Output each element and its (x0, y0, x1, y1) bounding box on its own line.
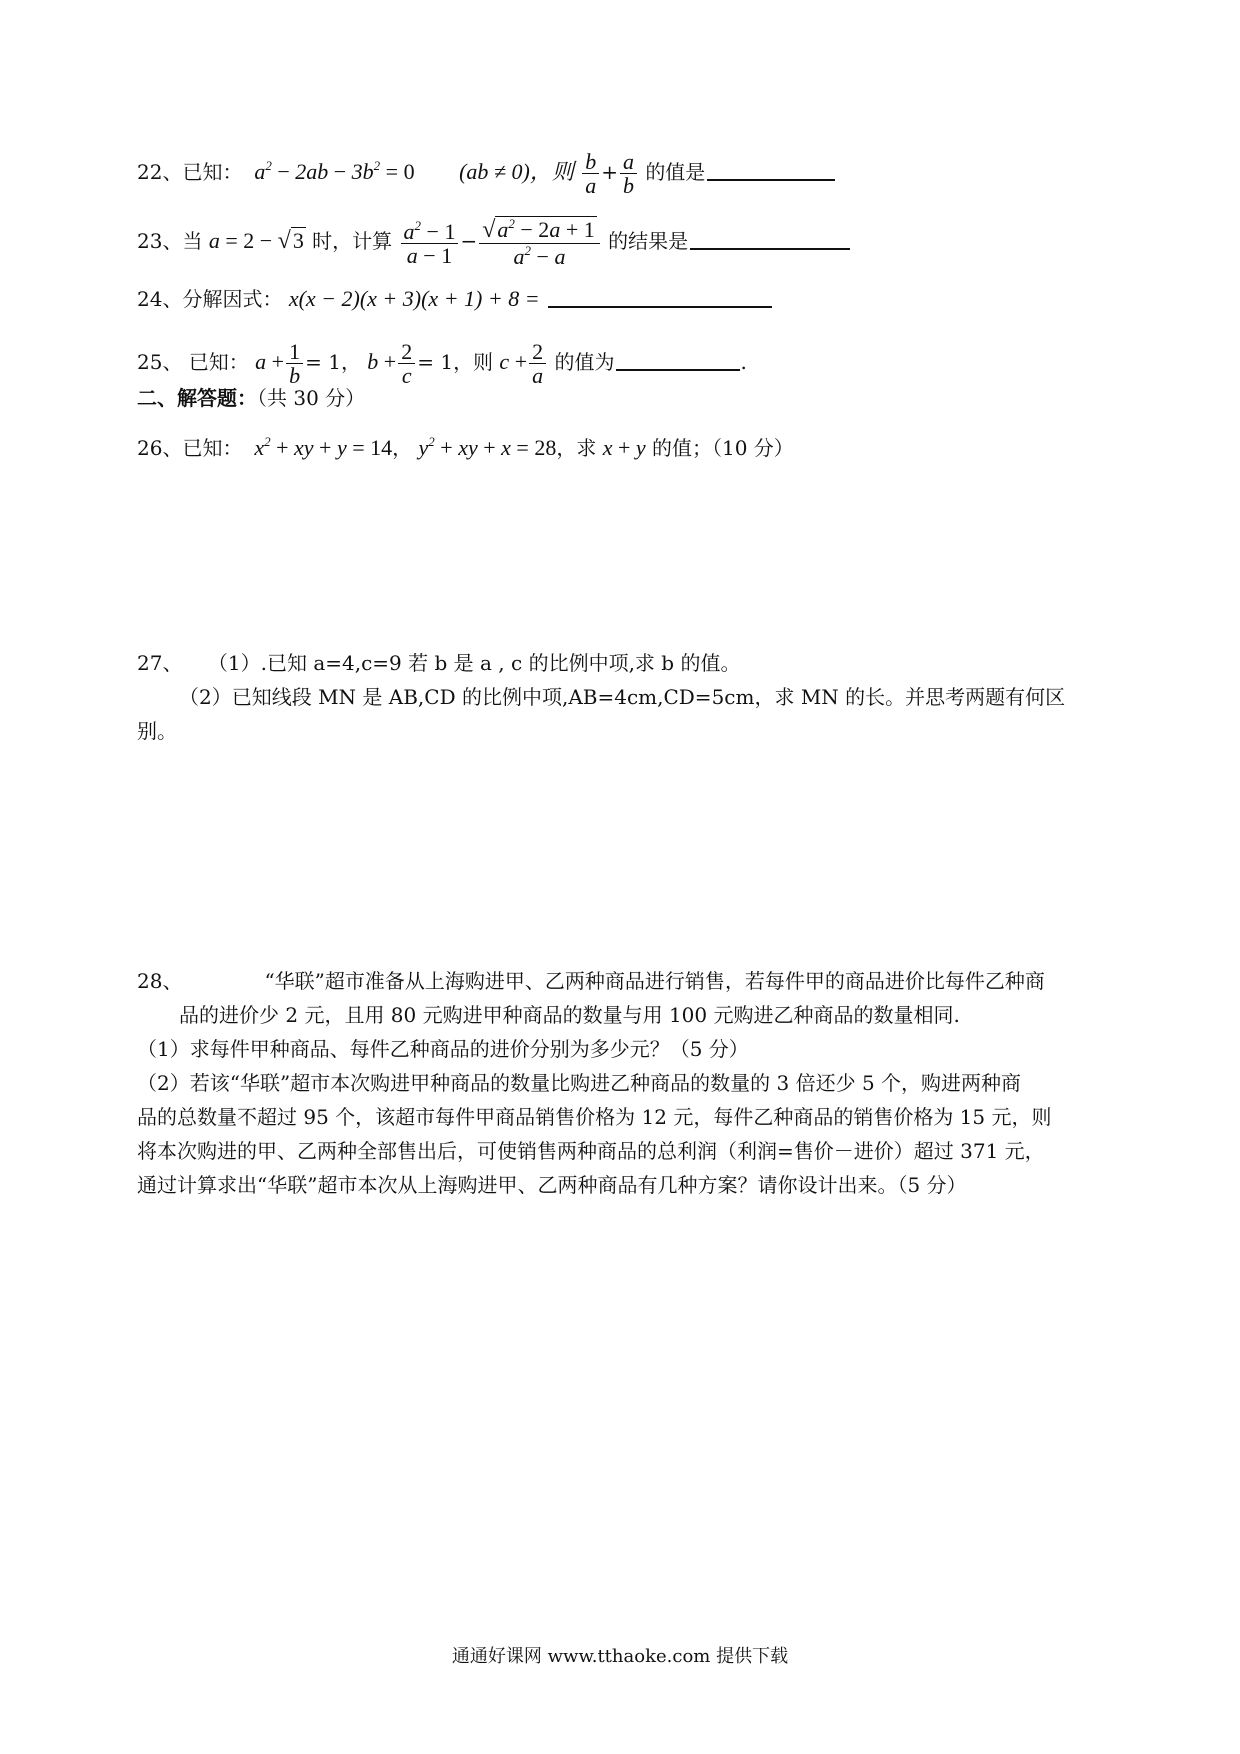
condition: (ab ≠ 0)，则 (459, 159, 574, 185)
section-heading: 二、解答题：（共 30 分） (137, 386, 366, 410)
question-26: 26、已知： $x^2$ + xy + y = 14， $y^2$ + xy + x = 28，求 x + y 的值；（10 分） (137, 434, 794, 460)
question-24: 24、分解因式： x(x − 2)(x + 3)(x + 1) + 8 = (137, 284, 772, 313)
expression: x(x − 2)(x + 3)(x + 1) + 8 = (288, 286, 540, 311)
fraction-a-over-b: $\frac{a}{b}$ (620, 150, 637, 197)
a-value: a = 2 − √3 (208, 228, 304, 255)
question-27: 27、 （1）.已知 a=4,c=9 若 b 是 a , c 的比例中项,求 b 的值。 （2）已知线段 MN 是 AB,CD 的比例中项,AB=4cm,CD=5cm，求 MN 的长。并思考两题有何区 别。 (137, 651, 1066, 743)
answer-blank-23[interactable] (690, 226, 850, 250)
equation-2: $y^2$ + xy + x = 28 (418, 434, 557, 460)
question-25: 25、 已知： a + $\frac{1}{b}$ = 1， b + $\frac{2}{c}$ = 1，则 c + $\frac{2}{a}$ 的值为 . (137, 339, 747, 389)
fraction-2: $\frac{√a^2 - 2a + 1}{a^2 - a}$ (479, 217, 600, 268)
fraction-1-over-b: $\frac{1}{b}$ (286, 340, 303, 387)
fraction-b-over-a: $\frac{b}{a}$ (582, 150, 599, 197)
answer-blank-25[interactable] (616, 347, 740, 371)
equation: $a^2 - 2ab - 3b^2 = 0$ (248, 158, 415, 185)
answer-blank-22[interactable] (707, 157, 835, 181)
answer-blank-24[interactable] (548, 284, 772, 308)
question-23: 23、当 a = 2 − √3 时，计算 $\frac{a^2 - 1}{a - 1}$ − $\frac{√a^2 - 2a + 1}{a^2 - a}$ 的结果是 (137, 217, 850, 268)
fraction-2-over-c: $\frac{2}{c}$ (398, 340, 415, 387)
footer: 通通好课网 www.tthaoke.com 提供下载 (451, 1646, 789, 1667)
equation-1: $x^2$ + xy + y = 14 (248, 434, 393, 460)
question-22: 22、已知： $a^2 - 2ab - 3b^2 = 0$ (ab ≠ 0)，则 $\frac{b}{a}$ + $\frac{a}{b}$ 的值是 (137, 150, 835, 197)
fraction-1: $\frac{a^2 - 1}{a - 1}$ (401, 219, 459, 267)
question-28: 28、 “华联”超市准备从上海购进甲、乙两种商品进行销售，若每件甲的商品进价比每件乙种商 品的进价少 2 元，且用 80 元购进甲种商品的数量与用 100 元购进乙种商品的数量相同. （1）求每件甲种商品、每件乙种商品的进价分别为多少元？（5 分） （2）若该“华联”超市本次购进甲种商品的数量比购进乙种商品的数量的 3 倍还少 5 个，购进两种商 品的总数量不超过 95 个，该超市每件甲商品销售价格为 12 元，每件乙种商品的销售价格为 15 元，则 将本次购进的甲、乙两种全部售出后，可使销售两种商品的总利润（利润=售价－进价）超过 371 元， 通过计算求出“华联”超市本次从上海购进甲、乙两种商品有几种方案？请你设计出来。（5 分） (137, 969, 1052, 1197)
fraction-2-over-a: $\frac{2}{a}$ (529, 340, 546, 387)
